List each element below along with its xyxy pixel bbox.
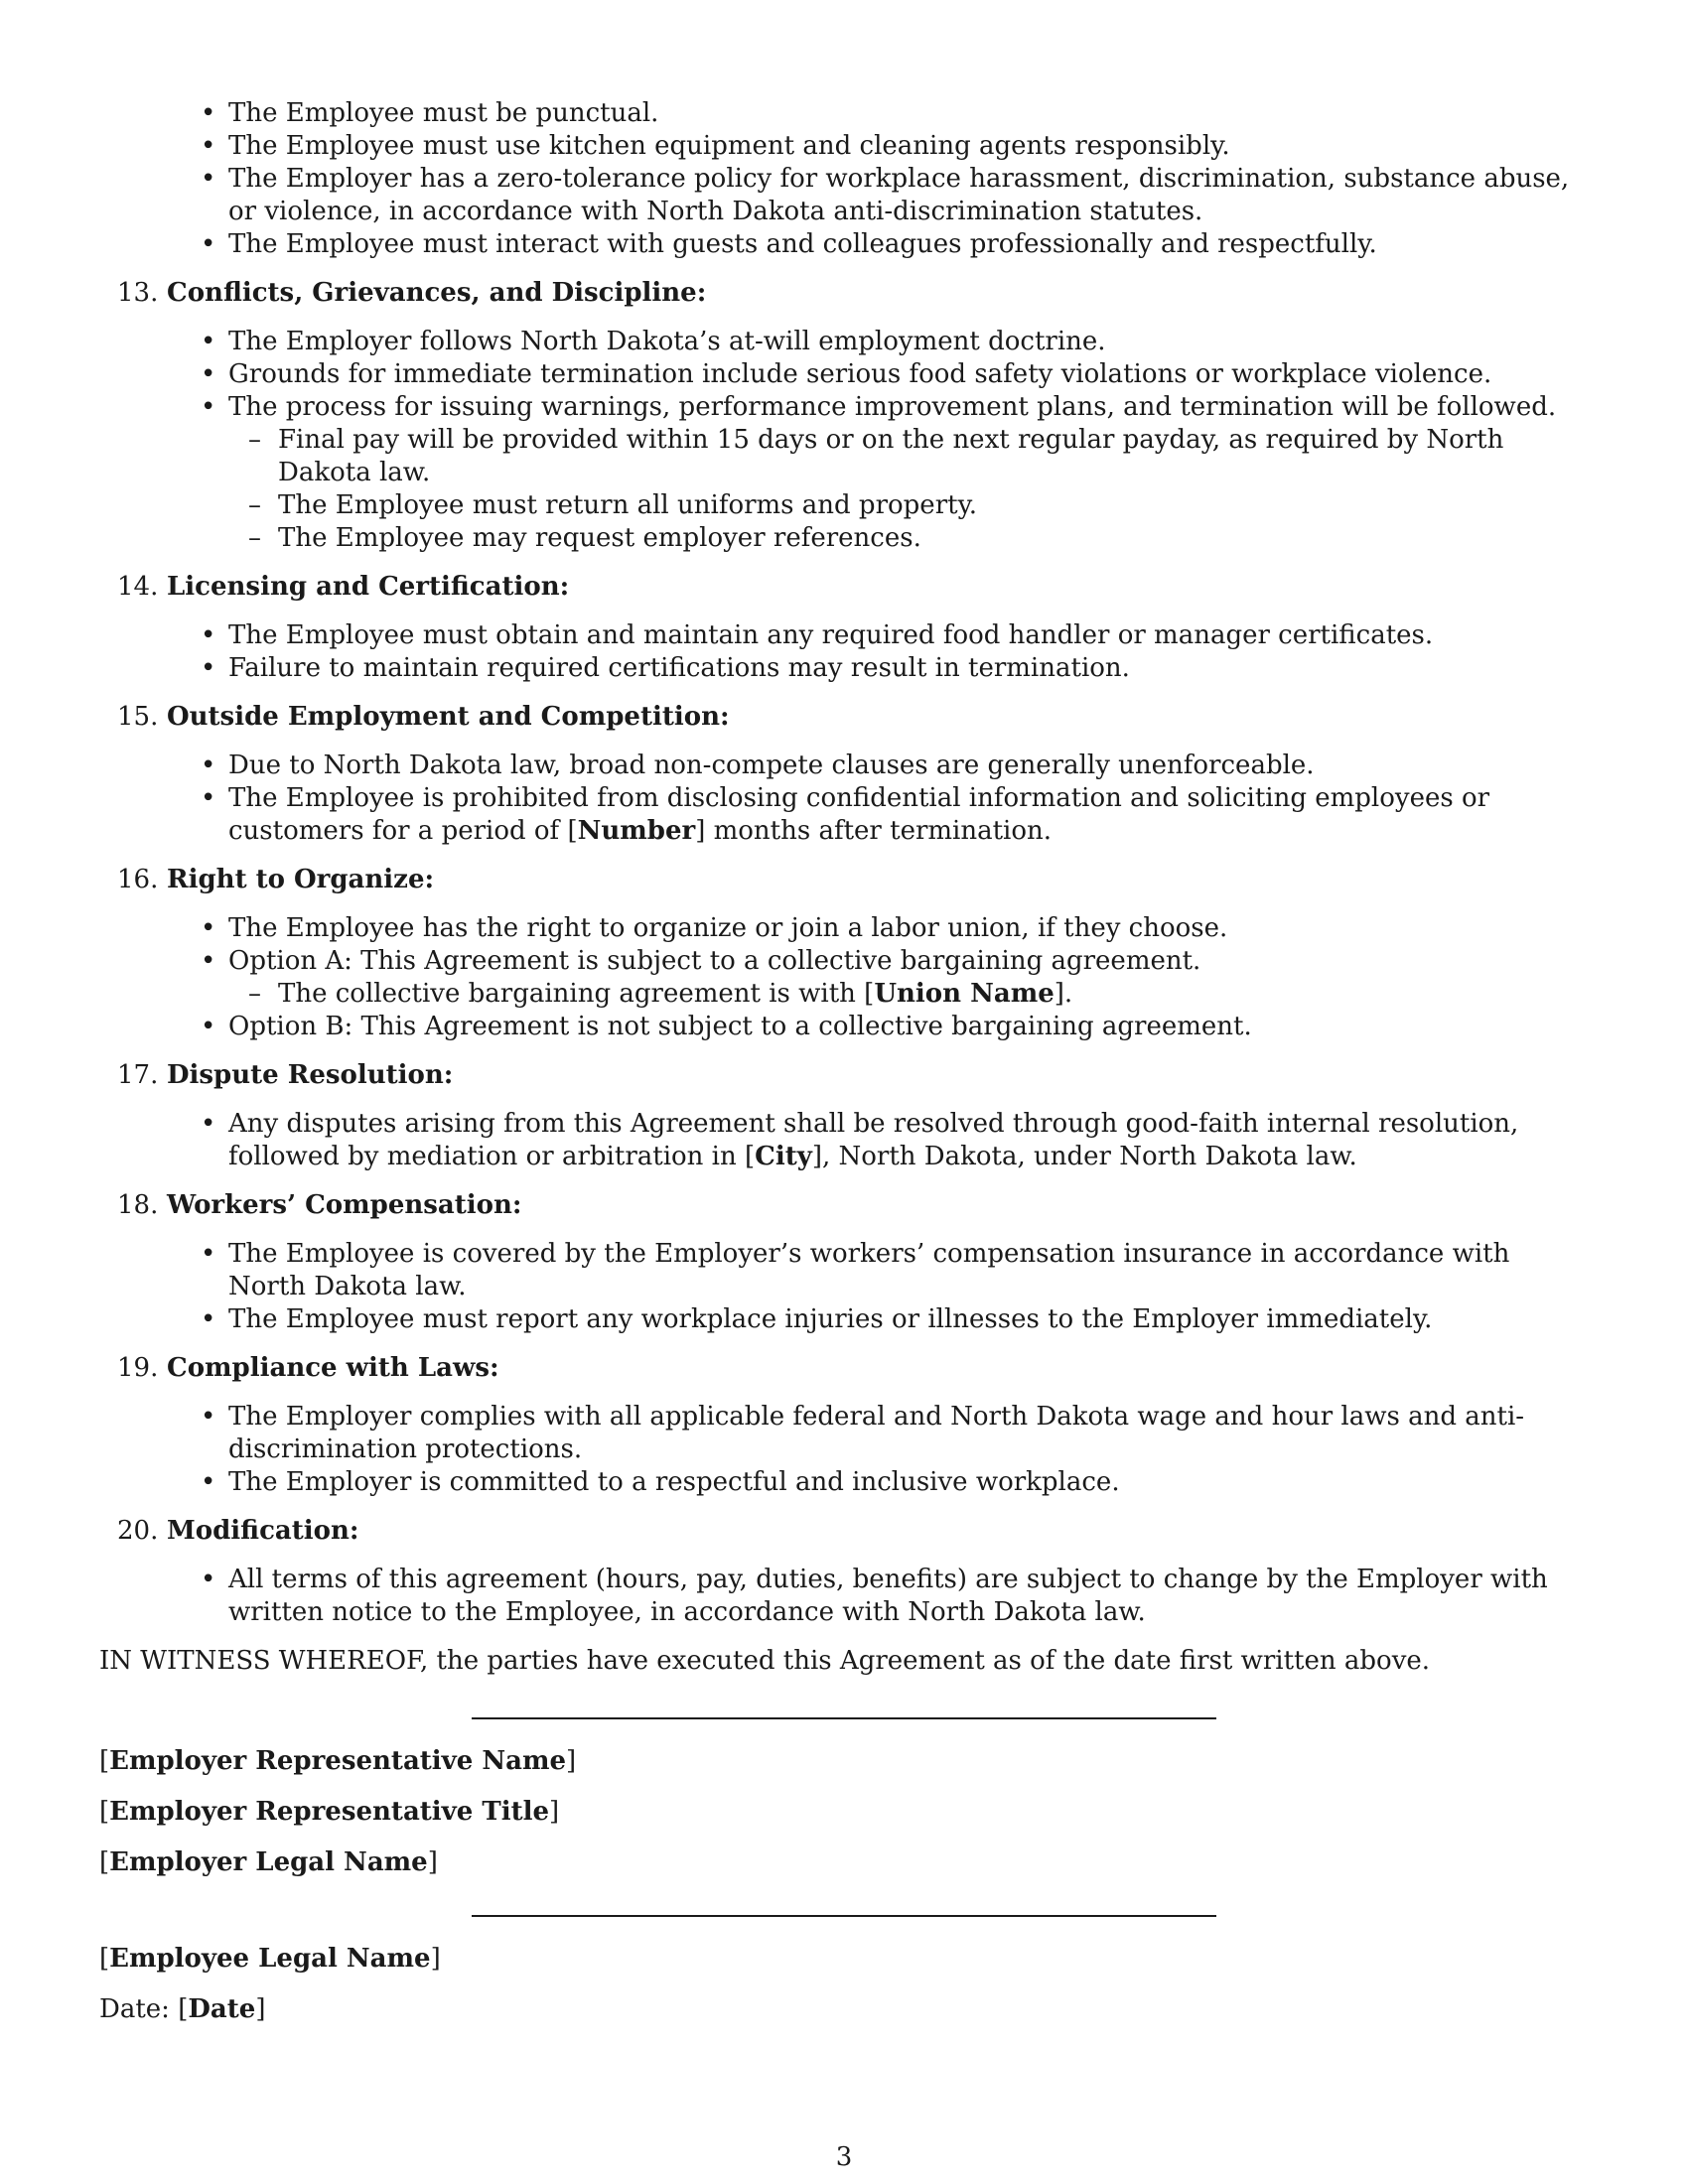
text: ] months after termination. [695, 816, 1053, 846]
section-number: 20. [117, 1516, 159, 1546]
list-item: • The Employee has the right to organize or join a labor union, if they choose. [99, 912, 1589, 945]
placeholder-number: Number [577, 816, 696, 846]
section-title: Right to Organize: [167, 865, 435, 894]
witness-statement: IN WITNESS WHEREOF, the parties have executed this Agreement as of the date first written above. [99, 1646, 1431, 1676]
section-number: 14. [117, 572, 159, 602]
placeholder-city: City [755, 1142, 812, 1171]
section-number: 13. [117, 278, 159, 308]
section-15-list [99, 750, 1589, 848]
employer-rep-title: [Employer Representative Title] [99, 1797, 560, 1827]
date-field: Date: [Date] [99, 1994, 266, 2024]
list-item: • The Employee must use kitchen equipment and cleaning agents responsibly. [99, 130, 1589, 163]
placeholder-union-name: Union Name [874, 979, 1055, 1009]
sub-list-item [99, 978, 1589, 1011]
sub-list-item: – The Employee must return all uniforms and property. [99, 489, 1589, 522]
list-item: • The Employer is committed to a respectful and inclusive workplace. [99, 1466, 1589, 1499]
section-title: Modification: [167, 1516, 359, 1546]
section-title: Compliance with Laws: [167, 1353, 499, 1383]
text: The Employee is prohibited from disclosing confidential information and soliciting employees or customers for a period of [ [228, 783, 1490, 846]
list-item: • The Employer complies with all applicable federal and North Dakota wage and hour laws and anti-discrimination protections. [99, 1401, 1589, 1466]
section-number: 19. [117, 1353, 159, 1383]
list-item: • Option A: This Agreement is subject to a collective bargaining agreement. [99, 945, 1589, 978]
employer-legal-name: [Employer Legal Name] [99, 1847, 438, 1877]
section-18-list [99, 1238, 1589, 1336]
section-16-heading [99, 864, 1589, 896]
list-item: • The Employee must interact with guests and colleagues professionally and respectfully. [99, 228, 1589, 261]
list-item: • The Employee must be punctual. [99, 97, 1589, 130]
section-number: 16. [117, 865, 159, 894]
section-title: Dispute Resolution: [167, 1060, 454, 1090]
page-number: 3 [835, 2142, 853, 2172]
section-number: 15. [117, 702, 159, 732]
list-item: • The Employee must report any workplace injuries or illnesses to the Employer immediately. [99, 1303, 1589, 1336]
employee-signature-line [472, 1915, 1216, 1917]
agreement-page [99, 97, 1589, 2026]
section-20-heading [99, 1515, 1589, 1548]
list-item: • All terms of this agreement (hours, pay, duties, benefits) are subject to change by the Employer with written notice to the Employee, in accordance with North Dakota law. [99, 1564, 1589, 1629]
list-item: • The Employee is covered by the Employer’s workers’ compensation insurance in accordance with North Dakota law. [99, 1238, 1589, 1303]
list-item: • Grounds for immediate termination include serious food safety violations or workplace violence. [99, 358, 1589, 391]
list-item: • The Employer follows North Dakota’s at-will employment doctrine. [99, 326, 1589, 358]
list-item: • Option B: This Agreement is not subject to a collective bargaining agreement. [99, 1011, 1589, 1043]
list-item: • Failure to maintain required certifications may result in termination. [99, 652, 1589, 685]
section-title: Workers’ Compensation: [167, 1190, 522, 1220]
section-title: Licensing and Certification: [167, 572, 570, 602]
employer-signature-line [472, 1717, 1216, 1719]
sub-list-item: – The Employee may request employer references. [99, 522, 1589, 555]
list-item: • The Employer has a zero-tolerance policy for workplace harassment, discrimination, substance abuse, or violence, in accordance with North Dakota anti-discrimination statutes. [99, 163, 1589, 228]
section-20-list [99, 1564, 1589, 1629]
list-item [99, 782, 1589, 848]
employer-rep-name: [Employer Representative Name] [99, 1746, 577, 1776]
section-15-heading [99, 701, 1589, 734]
section-number: 18. [117, 1190, 159, 1220]
employee-legal-name: [Employee Legal Name] [99, 1944, 441, 1974]
date-placeholder: Date [188, 1994, 256, 2024]
section-14-heading [99, 571, 1589, 604]
text: Any disputes arising from this Agreement shall be resolved through good-faith internal resolution, followed by mediation or arbitration in [ [228, 1109, 1519, 1171]
section-title: Conflicts, Grievances, and Discipline: [167, 278, 707, 308]
section-17-heading [99, 1059, 1589, 1092]
sub-list-item: – Final pay will be provided within 15 days or on the next regular payday, as required by North Dakota law. [99, 424, 1589, 489]
section-16-list [99, 912, 1589, 1043]
section-14-list [99, 619, 1589, 685]
list-item: • The Employee must obtain and maintain any required food handler or manager certificates. [99, 619, 1589, 652]
section-number: 17. [117, 1060, 159, 1090]
field-text: Employee Legal Name [109, 1944, 431, 1974]
section-18-heading [99, 1189, 1589, 1222]
field-text: Employer Representative Name [109, 1746, 567, 1776]
date-label: Date: [99, 1994, 170, 2024]
text: ]. [1054, 979, 1073, 1009]
section-19-heading [99, 1352, 1589, 1385]
section-19-list [99, 1401, 1589, 1499]
list-item [99, 1108, 1589, 1173]
text: The collective bargaining agreement is with [ [278, 979, 875, 1009]
section-13-list [99, 326, 1589, 555]
section-17-list [99, 1108, 1589, 1173]
field-text: Employer Legal Name [109, 1847, 428, 1877]
section-13-heading [99, 277, 1589, 310]
section-title: Outside Employment and Competition: [167, 702, 730, 732]
list-item: • The process for issuing warnings, performance improvement plans, and termination will be followed. [99, 391, 1589, 424]
conduct-list [99, 97, 1589, 261]
field-text: Employer Representative Title [109, 1797, 550, 1827]
list-item: • Due to North Dakota law, broad non-compete clauses are generally unenforceable. [99, 750, 1589, 782]
text: ], North Dakota, under North Dakota law. [811, 1142, 1357, 1171]
